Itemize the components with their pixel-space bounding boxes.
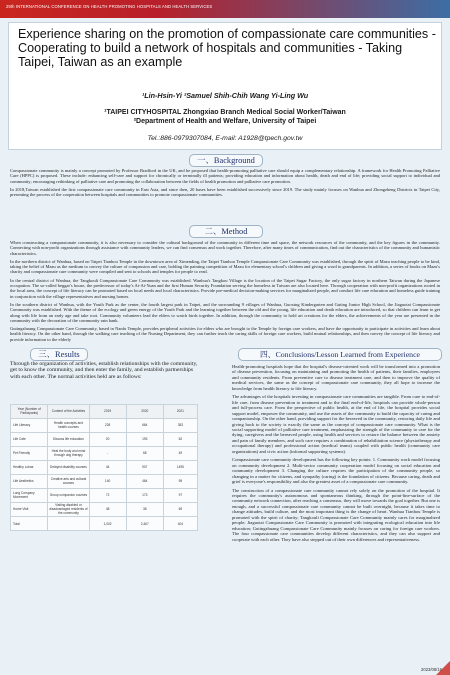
table-cell: Health concepts and health courses xyxy=(48,418,89,432)
paragraph: In the central district of Wanhua, the Tangkouli Compassionate Care Community was established. Wanhua's Tangkou Village is the location of the Taipei Sugar Factory, the only sugar factory in northern Taiwan during the Japanese occupation. The so-called beggar's house, the predecessor of today's Ai-Ai-Yuan and the first Human Security Foundation serving the homeless in Taiwan are also located here. Through cooperation with non-profit organizations rooted in the local area, the concept of life literacy can be promoted based on local needs and local characteristics. Provide pre-medical decision-making services for marginalized people, and conduct life care education and homeless guide training in conjunction with the village representatives and nursing homes. xyxy=(10,277,440,299)
table-cell: 907 xyxy=(126,460,163,474)
table-cell: Pet Friendly xyxy=(11,446,48,460)
table-cell: 228 xyxy=(89,418,126,432)
table-cell: Visiting disabled or disadvantaged residents of the community xyxy=(49,503,88,516)
results-text: Through the organization of activities, establish relationships with the community, get to know the community, and then enter the family, and establish partnerships with each other. The normal activities held are as follows: xyxy=(10,361,198,380)
affiliation-2: ²Department of Health and Welfare, University of Taipei xyxy=(133,118,317,125)
method-text xyxy=(10,240,440,345)
table-cell: Life Aesthetics xyxy=(11,474,48,488)
paragraph: In the southern district of Wanhua, with the Youth Park as the center, the fourth largest park in Taipei, and the surrounding 9 villages of Wanhua, Guoxing Kindergarten and Guting Junior High School, the Jiaguotai Compassionate Community was established. With the theme of the ecology and green energy of the Youth Park and the learning together between the old and the young, life education and death education are introduced, so that children can learn to get along with life from an early age and take root. Community volunteers lead the elders to watch birds together. In addition, through the community to hold art creations for the elders, the achievements of the year are presented in the community with the decoration of the community rain bank. xyxy=(10,301,440,323)
table-cell: Total xyxy=(11,517,48,531)
paragraph: Gutingzhuang Compassionate Care Community, based in Nanfu Temple, provides peripheral activities for elders who are brought to the Temple by foreign care workers, and have the opportunity to participate in activities and learn about health literacy. On the other hand, through the walking care teaching of the Nursing Department, they can further teach the caring skills of foreign care workers, build mutual relationships, and then convey the concept of life literacy and provide information to the elderly xyxy=(10,326,440,342)
paragraph: In the northern district of Wanhua, based on Taipei Tianhou Temple in the downtown area of Ximending, the Taipei Tianhou Temple Compassionate Care Community was established, through the spirit of Mazu teaching people to be kind, taking the belief of Mazu as the medium to convey the culture of compassion and care, holding the painting competition of Mazu for elementary school's children and giving a word to grandparents. In addition, a series of books on Mazu's charity and compassionate care community were compiled and sent to schools and temples for people to read. xyxy=(10,258,440,275)
table-cell: 140 xyxy=(89,474,126,488)
table-row xyxy=(11,418,198,432)
section-heading-method: 二、Method xyxy=(189,225,263,238)
table-cell: - xyxy=(89,446,126,460)
table-cell: 193 xyxy=(126,432,163,446)
table-cell: 173 xyxy=(126,488,163,502)
background-text xyxy=(10,168,440,200)
contact-info: Tel.:886-0979307084, E-mail: A1928@tpech.gov.tw xyxy=(147,135,303,142)
table-row xyxy=(11,474,198,488)
conference-banner xyxy=(0,0,450,18)
table-cell: Home Visit xyxy=(11,502,48,517)
column-header: 2019 xyxy=(89,405,126,419)
table-cell: Life Cafe xyxy=(11,432,48,446)
affiliations xyxy=(9,108,441,126)
table-cell: Discuss life education xyxy=(48,432,89,446)
table-cell: 62 xyxy=(163,432,197,446)
paragraph: When constructing a compassionate community, it is also necessary to consider the cultural background of the community in different time and space, the network resources of the community, and the key figures in the community. Connecting with non-profit organizations through assistance with community leaders, we can find consensus and work together. Therefore, after many times of communication, find out the characteristics of the community and humanistic characteristics. xyxy=(10,240,440,256)
section-heading-background: 一、Background xyxy=(189,154,263,167)
conference-name: 29th INTERNATIONAL CONFERENCE ON HEALTH PROMOTING HOSPITALS AND HEALTH SERVICES xyxy=(6,4,213,9)
table-cell: 353 xyxy=(163,418,197,432)
column-header: Content of the Activities xyxy=(48,405,89,419)
column-header: 2020 xyxy=(126,405,163,419)
table-cell: 38 xyxy=(126,502,163,517)
column-header: Year (Number of Participants) xyxy=(11,405,48,419)
table-header-row xyxy=(11,405,198,419)
table-cell: 68 xyxy=(126,446,163,460)
table-cell: 95 xyxy=(163,474,197,488)
affiliation-1: ¹TAIPEI CITYHOSPITAL Zhongxiao Branch Medical Social Worker/Taiwan xyxy=(104,109,346,116)
paragraph: Compassionate community is mainly a concept promoted by Professor Bradford in the UK, and he proposed that health-promoting palliative care should equip a complementary relationship. A framework for Health Promoting Palliative Care (HPPC) is proposed. These include: enhancing self-care and support for chronically or terminally ill patients; providing education and information about health, death and end of life; providing social support to individual and community; encouraging rethinking of palliative care and promoting the collaboration between the fields of health promotion and palliative care promotion. xyxy=(10,168,440,184)
paragraph: The construction of a compassionate care community cannot rely solely on the promotion of the hospital. It requires the community's autonomous and spontaneous thinking, through the point-line-surface of the community network connection, after reaching a consensus, they will move towards the goal together. But one is enough, and a successful compassionate care community cannot be built overnight, because it takes time to change attitudes, build culture, and the most important thing is the change of heart. Wanhua Tianhou Temple is promoted with the spirit of charity; Tangkouli Compassionate Care Community mainly cares for marginalized people; Jiaguotai Compassionate Care Community is promoted with integrating ecological education into life education; Gutingzhuang Compassionate Care Community mainly focuses on caring for foreign care workers. The four compassionate care communities develop different characteristics, and they can also support and cooperate with each other. They have also stepped out of their own differences and representativeness. xyxy=(232,487,440,542)
table-row xyxy=(11,446,198,460)
table-cell: Life Literacy xyxy=(11,418,48,432)
table-cell: 1,002 xyxy=(89,517,126,531)
conclusions-text xyxy=(232,364,440,545)
table-cell: Creative arts and cultural courses xyxy=(48,474,89,488)
table-cell: Heal the body and mind through dog therapy xyxy=(48,446,89,460)
results-table xyxy=(10,404,198,531)
paragraph: Compassionate care community development has the following key points: 1. Community work model focusing on community development 2. Multi-sector community cooperation model focusing on social education and community development 3. Changing the culture requires the participation of the community people, so changing in a matter for citizens, and sympathy (caring) is the foundation of citizens. Because caring, death and grief is everyone's responsibility and also the greatest asset of a compassionate care community. xyxy=(232,457,440,485)
table-cell: 404 xyxy=(163,517,197,531)
table-cell: 72 xyxy=(89,488,126,502)
paragraph: Health-promoting hospitals hope that the hospital's disease-oriented work will be transformed into a promotion of disease prevention, focusing on maintaining and promoting the health of patients, their families, employees and community residents. From preventive care to disease treatment care, and then to improve the quality of medical services, the same as the concept of compassionate care community, they all hope to increase the knowledge from health literacy to life literacy. xyxy=(232,364,440,391)
table-cell: 48 xyxy=(89,502,126,517)
poster-title: Experience sharing on the promotion of compassionate care communities - Cooperating to build a network of hospitals and communities - Taking Taipei, Taiwan as an example xyxy=(18,27,436,70)
table-cell: Long Company Movement xyxy=(11,488,48,502)
table-cell: 1495 xyxy=(163,460,197,474)
section-heading-conclusions: 四、Conclusions/Lesson Learned from Experience xyxy=(238,348,442,361)
table-row xyxy=(11,432,198,446)
table-row xyxy=(11,460,198,474)
table-cell: Delayed disability courses xyxy=(48,460,89,474)
table-row xyxy=(11,488,198,502)
table-cell: 44 xyxy=(89,460,126,474)
section-heading-results: 三、Results xyxy=(30,348,88,361)
table-cell: 69 xyxy=(163,502,197,517)
table-cell: Group companion courses xyxy=(48,488,89,502)
table-cell: 49 xyxy=(163,446,197,460)
table-cell xyxy=(48,517,89,531)
authors: ¹Lin-Hsin-Yi ²Samuel Shih-Chih Wang Yi-Ling Wu xyxy=(141,91,309,100)
paragraph: The advantages of the hospitals investing in compassionate care communities are tangible. From cure to end-of-life care, from disease prevention to treatment and to the final end-of-life, hospitals can provide whole-person and full-process care. From the perspective of public health, at the end of life, the hospital provides social support model, empower the community, and use the assets of the community to build the capacity of caring and companionship. On the other hand, providing support for the bereaved in the community, restoring daily life and giving back to the society is exactly the same as the concept of compassionate care community. What is the social supporting model of palliative care treatment, emphasizing the strength of the community to care for the dying, caregivers and the bereaved people, using health and services to restore the balance between the anxiety and pain of family members, and such care requires a combination of rehabilitation science (physiotherapy and occupational therapy) and professional action (medical teams) coupled with public health (community care organizations) and civic action (informal supporting systems). xyxy=(232,394,440,454)
table-cell: 664 xyxy=(126,418,163,432)
table-cell: Healthy Lohas xyxy=(11,460,48,474)
table-cell: 464 xyxy=(126,474,163,488)
poster-date: 2023/08/15 xyxy=(421,667,442,672)
table-cell: 20 xyxy=(89,432,126,446)
table-row xyxy=(11,502,198,517)
table-row-total xyxy=(11,517,198,531)
table-cell: 97 xyxy=(163,488,197,502)
paragraph: In 2018,Taiwan established the first compassionate care community in East Asia, and since then, 20 bases have been established successively since 2019. The study mainly focuses on Wanhua and Zhongzheng Districts in Taipei City, presenting the process of the cooperation between hospitals and communities to promote compassionate communities. xyxy=(10,186,440,198)
table-cell: 2,467 xyxy=(126,517,163,531)
column-header: 2021 xyxy=(163,405,197,419)
title-block xyxy=(8,22,442,150)
